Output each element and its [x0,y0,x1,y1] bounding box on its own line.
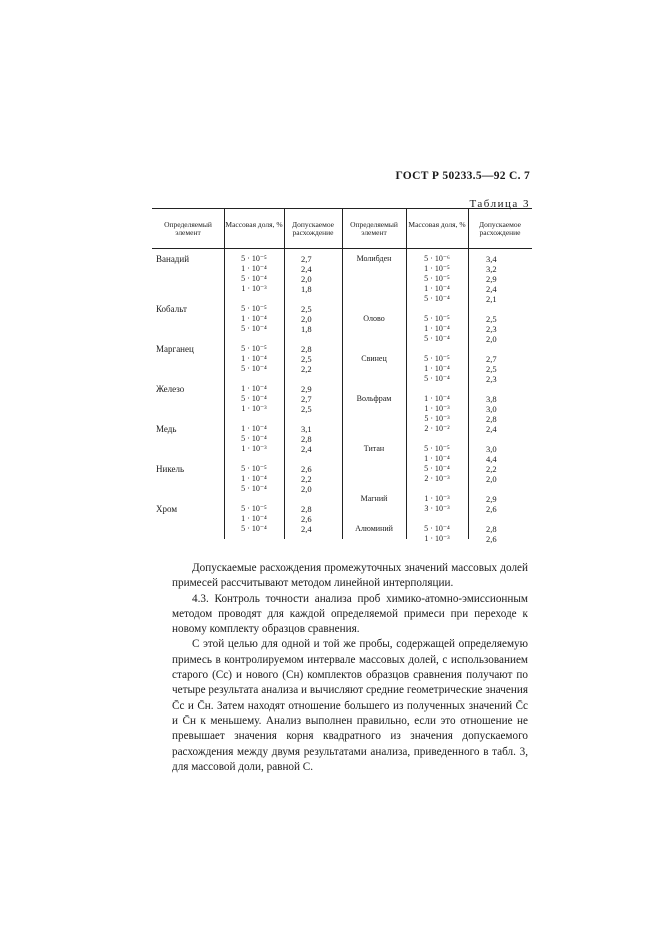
table-cell: 5 · 10⁻⁴ [241,274,267,283]
header-fraction-right: Массовая доля, % [408,220,466,229]
table-cell: 5 · 10⁻⁵ [424,444,450,453]
table-cell: Кобальт [156,304,187,314]
table-cell: 2,0 [301,314,312,324]
header-element: Определяемый элемент [164,220,212,237]
table-cell: Железо [156,384,185,394]
table-cell [152,284,224,294]
table-cell: 1 · 10⁻⁴ [241,264,267,273]
table-cell: 1 · 10⁻⁴ [241,474,267,483]
table-cell: 2,3 [486,374,497,384]
table-cell: Никель [156,464,185,474]
table-cell: 1 · 10⁻⁴ [241,384,267,393]
table-cell [342,484,406,494]
table-cell [152,364,224,374]
element-column-right [342,254,406,544]
table-cell [468,344,532,354]
table-cell: 2,6 [486,504,497,514]
table-cell [468,514,532,524]
table-cell [152,434,224,444]
table-cell [342,344,406,354]
table-cell: 5 · 10⁻⁵ [424,274,450,283]
table-cell [342,284,406,294]
table-cell [284,494,342,504]
table-cell: 2,1 [486,294,497,304]
table-cell: Медь [156,424,177,434]
table-cell [152,354,224,364]
table-cell: 3,1 [301,424,312,434]
table-cell: 5 · 10⁻⁵ [424,314,450,323]
table-cell: 1 · 10⁻⁴ [241,314,267,323]
header-discrepancy: Допускаемое расхождение [291,220,335,237]
table-cell [342,274,406,284]
table-cell: 2,8 [301,344,312,354]
table-cell: 2,0 [486,334,497,344]
table-cell: 1 · 10⁻³ [424,534,450,543]
table-cell [284,334,342,344]
table-cell: 2,4 [301,524,312,534]
discrepancy-column-left [284,254,342,534]
table-cell: 2,4 [301,264,312,274]
body-text [172,561,528,775]
fraction-column-right [406,254,468,544]
table-cell [152,274,224,284]
table-cell [342,374,406,384]
table-cell: Молибден [356,254,392,263]
table-cell: 2,5 [301,354,312,364]
table-cell [152,404,224,414]
table-cell [224,454,284,464]
table-cell [284,294,342,304]
table-cell [152,394,224,404]
table-cell: 2,8 [486,414,497,424]
table-cell: 5 · 10⁻⁴ [424,334,450,343]
table-cell [342,384,406,394]
table-cell: 2,0 [301,484,312,494]
table-cell [152,444,224,454]
table-cell: 1,8 [301,284,312,294]
table-cell [342,464,406,474]
table-cell: 2,4 [486,284,497,294]
table-cell: 2,9 [301,384,312,394]
table-cell: 2,7 [301,394,312,404]
table-cell: 1,8 [301,324,312,334]
table-cell: 5 · 10⁻⁴ [424,294,450,303]
table-cell: 1 · 10⁻³ [241,284,267,293]
table-cell [152,414,224,424]
paragraph-procedure: С этой целью для одной и той же пробы, содержащей определяемую примесь в контролируемом интервале массовых долей, с использованием старого (Cс) и нового (Cн) комплектов образцов сравнения получают по четыре результата анализа и вычисляют средние геометрические значения C̄с и C̄н. Затем находят отношение большего из полученных значений C̄с и C̄н к меньшему. Анализ выполнен правильно, если это отношение не превышает значения корня квадратного из значения допускаемого расхождения между двумя результатами анализа, приведенного в табл. 3, для массовой доли, равной C. [172,638,528,773]
table-cell: 1 · 10⁻⁴ [241,424,267,433]
table-cell [406,514,468,524]
table-cell: 2 · 10⁻³ [424,474,450,483]
table-cell [468,434,532,444]
table-cell [152,334,224,344]
table-cell [224,374,284,384]
table-cell: 3 · 10⁻³ [424,504,450,513]
table-cell [342,514,406,524]
table-cell: 1 · 10⁻⁴ [424,284,450,293]
table-cell: 1 · 10⁻⁴ [424,324,450,333]
table-cell [406,304,468,314]
table-cell: Магний [360,494,388,503]
table-cell: 2,8 [301,434,312,444]
table-cell: 5 · 10⁻⁴ [241,364,267,373]
table-cell: Ванадий [156,254,190,264]
table-cell [342,474,406,484]
discrepancy-column-right [468,254,532,544]
table-cell [224,334,284,344]
table-cell: 2,4 [301,444,312,454]
table-cell: 2,6 [301,464,312,474]
table-cell: Свинец [361,354,387,363]
table-cell: Марганец [156,344,194,354]
table-cell: 5 · 10⁻⁵ [241,464,267,473]
table-cell: 2,4 [486,424,497,434]
table-cell [342,364,406,374]
table-cell: 1 · 10⁻³ [241,404,267,413]
table-caption: Таблица 3 [469,198,530,210]
table-cell [284,414,342,424]
table-cell [152,294,224,304]
table-cell: 2,5 [486,314,497,324]
header-discrepancy-right: Допускаемое расхождение [478,220,522,237]
table-cell: 1 · 10⁻⁴ [424,394,450,403]
table-cell [224,414,284,424]
table-cell [342,334,406,344]
table-cell: 2,7 [486,354,497,364]
table-cell: 2,2 [486,464,497,474]
table-cell [406,384,468,394]
table-cell [342,424,406,434]
table-cell: 2,5 [486,364,497,374]
table-cell: 5 · 10⁻⁴ [424,374,450,383]
table-cell: 2,0 [301,274,312,284]
table-cell [152,514,224,524]
table-cell: 5 · 10⁻⁶ [424,254,450,263]
table-cell [342,534,406,544]
table-cell [468,304,532,314]
table-cell [284,374,342,384]
table-cell: 5 · 10⁻⁴ [424,524,450,533]
table-cell [342,454,406,464]
table-cell [406,484,468,494]
table-cell [468,484,532,494]
table-cell: 1 · 10⁻³ [424,494,450,503]
table-cell [342,434,406,444]
table-cell: 5 · 10⁻³ [424,414,450,423]
table-cell: Олово [363,314,385,323]
table-cell: Вольфрам [356,394,392,403]
table-cell: 5 · 10⁻⁴ [241,394,267,403]
table-cell: 5 · 10⁻⁵ [241,254,267,263]
table-cell: 1 · 10⁻⁴ [424,364,450,373]
table-cell: 5 · 10⁻⁵ [424,354,450,363]
table-cell: 5 · 10⁻⁵ [241,304,267,313]
table-cell: 2,8 [301,504,312,514]
table-cell [468,384,532,394]
table-cell: Хром [156,504,178,514]
table-cell [342,324,406,334]
table-cell [342,294,406,304]
table-cell: 5 · 10⁻⁴ [241,324,267,333]
table-cell: 2,6 [486,534,497,544]
table-cell: 3,2 [486,264,497,274]
table-cell [152,454,224,464]
table-cell [152,324,224,334]
table-cell: 2,8 [486,524,497,534]
table-cell: 5 · 10⁻⁴ [241,484,267,493]
table-cell [342,414,406,424]
table-cell: 2 · 10⁻² [424,424,450,433]
table-cell [284,454,342,464]
table-cell: 4,4 [486,454,497,464]
table-cell: 3,8 [486,394,497,404]
table-cell [152,264,224,274]
table-cell [224,294,284,304]
table-cell [406,434,468,444]
table-cell: 2,9 [486,494,497,504]
table-cell [152,494,224,504]
table-cell [152,374,224,384]
table-cell: 2,6 [301,514,312,524]
table-cell [224,494,284,504]
table-cell: 2,3 [486,324,497,334]
table-cell: 1 · 10⁻⁵ [424,264,450,273]
table-cell: 3,0 [486,444,497,454]
table-cell: 1 · 10⁻⁴ [424,454,450,463]
element-column-left [152,254,224,534]
table-cell: 2,9 [486,274,497,284]
table-cell: 2,7 [301,254,312,264]
paragraph-interpolation: Допускаемые расхождения промежуточных значений массовых долей примесей рассчитывают методом линейной интерполяции. [172,562,528,590]
table-cell: 2,0 [486,474,497,484]
tolerance-table [152,208,532,543]
table-cell [152,484,224,494]
table-cell: 2,2 [301,364,312,374]
table-cell: 5 · 10⁻⁴ [241,434,267,443]
table-cell [342,264,406,274]
fraction-column-left [224,254,284,534]
table-cell: 5 · 10⁻⁴ [424,464,450,473]
table-cell: 1 · 10⁻⁴ [241,514,267,523]
table-cell: 5 · 10⁻⁵ [241,344,267,353]
table-cell: 2,2 [301,474,312,484]
table-cell: 2,5 [301,404,312,414]
header-fraction: Массовая доля, % [225,220,283,229]
table-cell [152,524,224,534]
table-cell [342,404,406,414]
table-cell: 5 · 10⁻⁴ [241,524,267,533]
table-cell: Алюминий [355,524,393,533]
table-cell [152,474,224,484]
header-element-right: Определяемый элемент [350,220,398,237]
table-cell [342,304,406,314]
document-reference: ГОСТ Р 50233.5—92 С. 7 [395,170,530,182]
table-cell [406,344,468,354]
table-cell: 1 · 10⁻³ [241,444,267,453]
table-cell: 5 · 10⁻⁵ [241,504,267,513]
table-cell: 3,4 [486,254,497,264]
table-cell [152,314,224,324]
table-cell: Титан [363,444,385,453]
table-cell: 3,0 [486,404,497,414]
paragraph-4-3: 4.3. Контроль точности анализа проб химико-атомно-эмиссионным методом проводят для каждой определяемой примеси при переходе к новому комплекту образцов сравнения. [172,592,528,636]
table-cell: 1 · 10⁻⁴ [241,354,267,363]
table-cell [342,504,406,514]
table-cell: 2,5 [301,304,312,314]
table-cell: 1 · 10⁻³ [424,404,450,413]
